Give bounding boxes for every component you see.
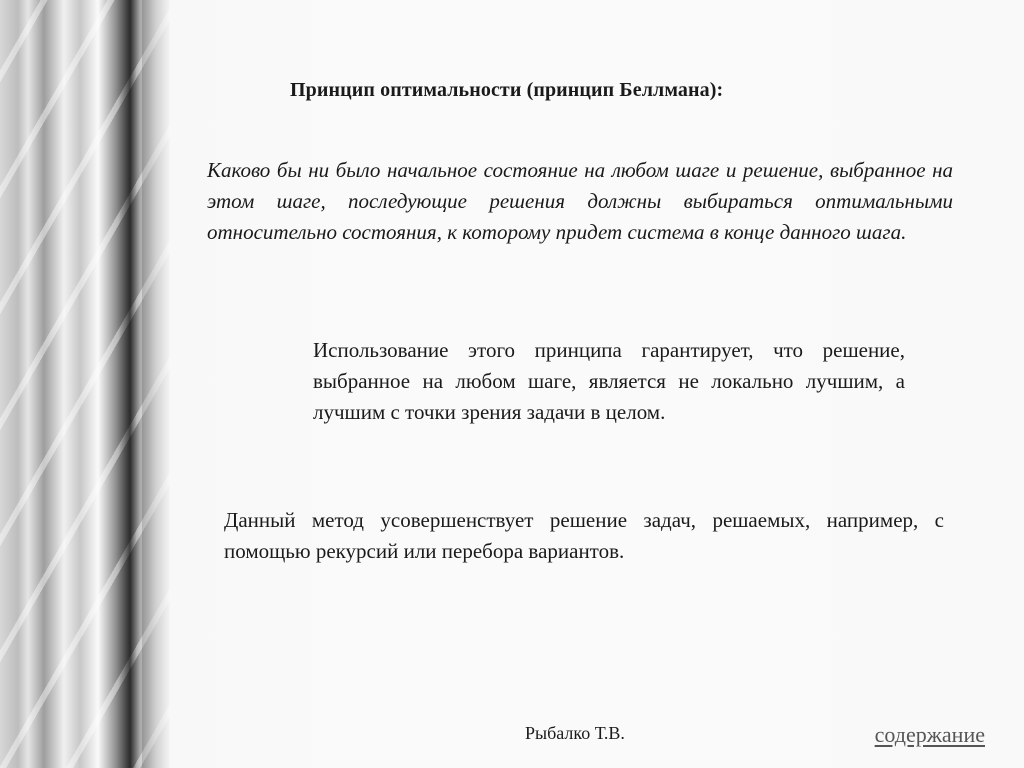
principle-definition: Каково бы ни было начальное состояние на любом шаге и решение, выбранное на этом шаге, последующие решения должны выбираться оптимальными относительно состояния, к которому придет система в конце данного шага.: [207, 158, 953, 244]
method-note: Данный метод усовершенствует решение задач, решаемых, например, с помощью рекурсий или перебора вариантов.: [224, 508, 944, 563]
sidebar-shadow: [142, 0, 170, 768]
slide-title: Принцип оптимальности (принцип Беллмана):: [290, 79, 724, 101]
author-name: Рыбалко Т.В.: [525, 723, 625, 743]
principle-explanation: Использование этого принципа гарантирует, что решение, выбранное на любом шаге, является не локально лучшим, а лучшим с точки зрения задачи в целом.: [313, 338, 905, 424]
decorative-sidebar: [0, 0, 170, 768]
contents-link[interactable]: содержание: [874, 722, 985, 747]
